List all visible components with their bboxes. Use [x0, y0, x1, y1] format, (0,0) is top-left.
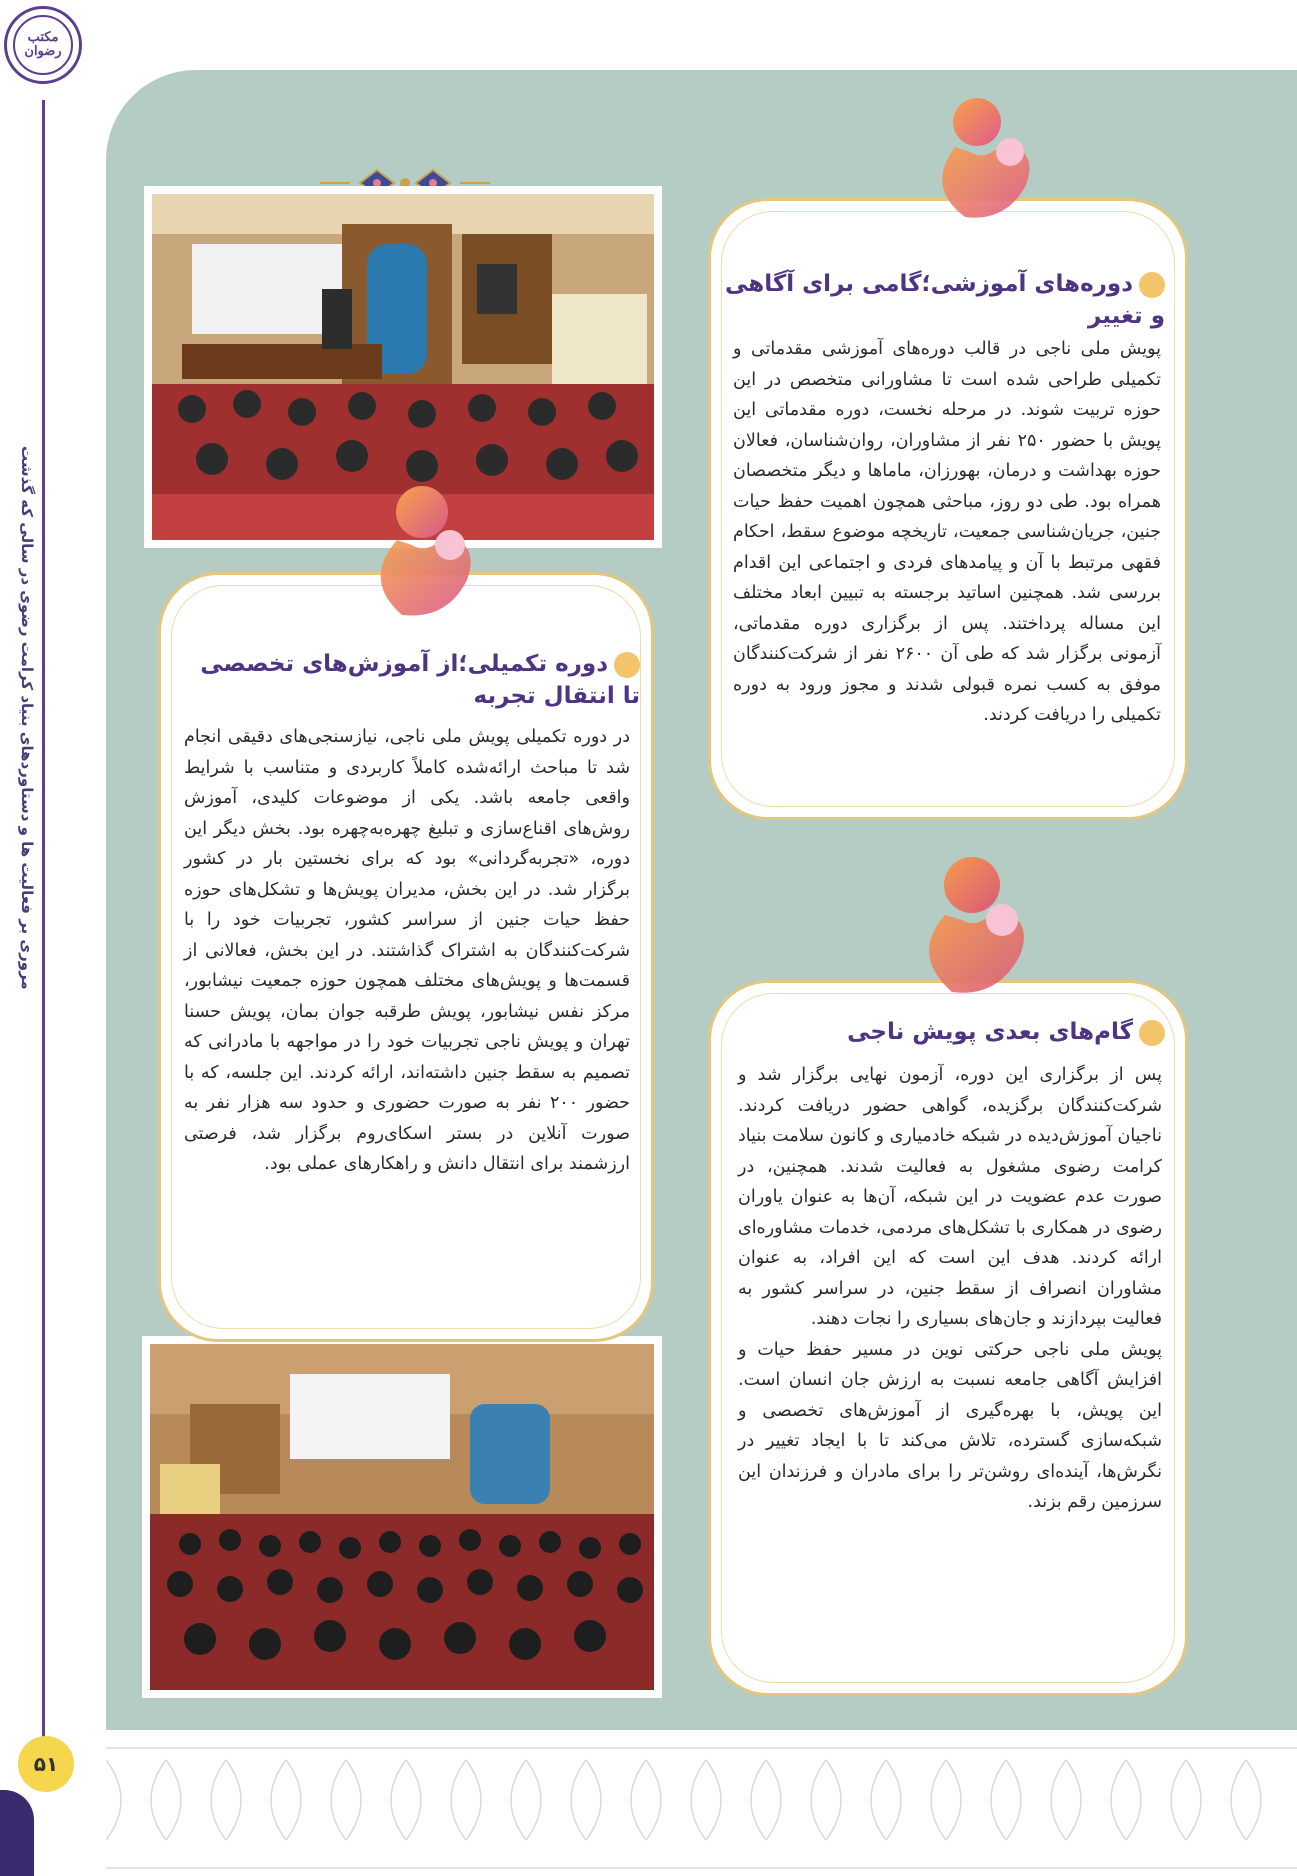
section3-heading	[725, 1016, 1165, 1048]
section2-title-line1: دوره تکمیلی؛از آموزش‌های تخصصی	[180, 648, 640, 680]
photo-audience-hall	[142, 1336, 662, 1698]
section1-body	[733, 334, 1161, 731]
heading-bullet-icon	[1139, 272, 1165, 298]
heading-bullet-icon	[614, 652, 640, 678]
heading-bullet-icon	[1139, 1020, 1165, 1046]
section2-body	[184, 722, 630, 1180]
section2-title-line2: تا انتقال تجربه	[473, 683, 640, 709]
section3-title: گام‌های بعدی پویش ناجی	[725, 1016, 1165, 1048]
section2-heading	[180, 648, 640, 712]
magazine-logo	[4, 6, 82, 84]
mother-child-illustration-3	[900, 850, 1050, 1000]
page-number: ۵۱	[18, 1736, 74, 1792]
mother-child-illustration-2	[352, 480, 492, 620]
bottom-pattern	[106, 1740, 1297, 1876]
section3-paragraph-2: پویش ملی ناجی حرکتی نوین در مسیر حفظ حیات و افزایش آگاهی جامعه نسبت به ارزش جان انسان است. این پویش، با بهره‌گیری از آموزش‌های تخصصی و شبکه‌سازی گسترده، تلاش می‌کند تا با ایجاد تغییر در نگرش‌ها، آینده‌ای روشن‌تر را برای مادران و فرزندان این سرزمین رقم بزند.	[738, 1339, 1162, 1512]
section1-title-line2: و تغییر	[1087, 303, 1165, 329]
vertical-section-title: مروری بر فعالیت ها و دستاوردهای بنیاد کرامت رضوی در سالی که گذشت	[18, 446, 36, 990]
section3-body	[738, 1060, 1162, 1518]
section1-title-line1: دوره‌های آموزشی؛گامی برای آگاهی	[725, 268, 1165, 300]
logo-text: مکتب رضوان	[13, 15, 73, 75]
sidebar	[0, 0, 106, 1876]
corner-decoration	[0, 1790, 34, 1876]
mother-child-illustration	[915, 92, 1055, 222]
section2-paragraph: در دوره تکمیلی پویش ملی ناجی، نیازسنجی‌های دقیقی انجام شد تا مباحث ارائه‌شده کاملاً کاربردی و متناسب با شرایط واقعی جامعه باشد. یکی از موضوعات کلیدی، آموزش روش‌های اقناع‌سازی و تبلیغ چهره‌به‌چهره بود. بخش دیگر این دوره، «تجربه‌گردانی» بود که برای نخستین بار در کشور برگزار شد. در این بخش، مدیران پویش‌ها و تشکل‌های حوزه حفظ حیات جنین از سراسر کشور، تجربیات خود را با شرکت‌کنندگان به اشتراک گذاشتند. در این بخش، فعالانی از قسمت‌ها و پویش‌های مختلف همچون حوزه جمعیت نیشابور، مرکز نفس نیشابور، پویش طرقبه جوان بمان، پویش حسنا تهران و پویش ناجی تجربیات خود را در مواجهه با مادرانی که تصمیم به سقط جنین داشته‌اند، ارائه کردند. این جلسه، که با حضور ۲۰۰ نفر به صورت حضوری و حدود سه هزار نفر به صورت آنلاین در بستر اسکای‌روم برگزار شد، فرصتی ارزشمند برای انتقال دانش و راهکارهای عملی بود.	[184, 727, 630, 1174]
section1-paragraph: پویش ملی ناجی در قالب دوره‌های آموزشی مقدماتی و تکمیلی طراحی شده است تا مشاورانی متخصص در این حوزه تربیت شوند. در مرحله نخست، دوره مقدماتی این پویش با حضور ۲۵۰ نفر از مشاوران، روان‌شناسان، فعالان حوزه بهداشت و درمان، بهورزان، ماماها و دیگر متخصصان همراه بود. طی دو روز، مباحثی همچون اهمیت حفظ حیات جنین، جریان‌شناسی جمعیت، تاریخچه موضوع سقط، احکام فقهی مرتبط با آن و پیامدهای فردی و اجتماعی این اقدام بررسی شد. همچنین اساتید برجسته به تبیین ابعاد مختلف این مساله پرداختند. پس از برگزاری دوره مقدماتی، آزمونی برگزار شد که طی آن ۲۶۰۰ نفر از شرکت‌کنندگان موفق به کسب نمره قبولی شدند و مجوز ورود به دوره تکمیلی را دریافت کردند.	[733, 339, 1161, 725]
section1-heading	[725, 268, 1165, 332]
audience-photo-illustration	[150, 1344, 654, 1690]
sidebar-divider	[42, 100, 45, 1740]
section3-paragraph-1: پس از برگزاری این دوره، آزمون نهایی برگزار شد و شرکت‌کنندگان برگزیده، گواهی حضور دریافت کردند. ناجیان آموزش‌دیده در شبکه خادمیاری و کانون سلامت بنیاد کرامت رضوی مشغول به فعالیت شدند. همچنین، در صورت عدم عضویت در این شبکه، آن‌ها به عنوان یاوران رضوی در همکاری با تشکل‌های مردمی، خدمات مشاوره‌ای ارائه کردند. هدف این است که این افراد، به عنوان مشاوران انصراف از سقط جنین، در سراسر کشور به فعالیت بپردازند و جان‌های بسیاری را نجات دهند.	[738, 1065, 1162, 1329]
